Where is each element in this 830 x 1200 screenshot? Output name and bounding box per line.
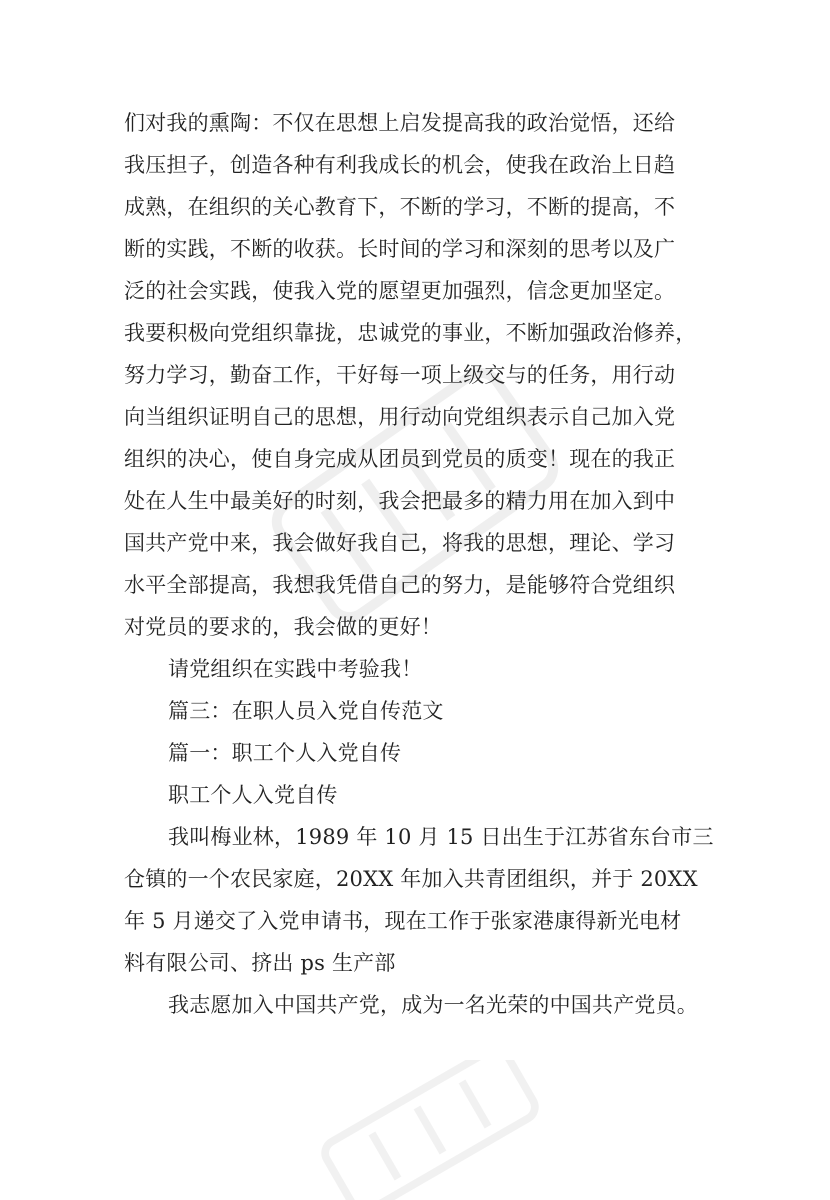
text-line: 我压担子，创造各种有利我成长的机会，使我在政治上日趋 — [124, 153, 676, 177]
text-line: 对党员的要求的，我会做的更好！ — [124, 615, 442, 639]
text-line: 我要积极向党组织靠拢，忠诚党的事业，不断加强政治修养， — [124, 321, 697, 345]
text-line: 组织的决心，使自身完成从团员到党员的质变！现在的我正 — [124, 447, 676, 471]
section-title: 职工个人入党自传 — [168, 783, 338, 807]
text-line: 努力学习，勤奋工作，干好每一项上级交与的任务，用行动 — [124, 363, 676, 387]
paragraph-line: 我叫梅业林，1989 年 10 月 15 日出生于江苏省东台市三 — [168, 825, 714, 849]
text-line: 泛的社会实践，使我入党的愿望更加强烈，信念更加坚定。 — [124, 279, 676, 303]
section-heading: 篇三：在职人员入党自传范文 — [168, 699, 444, 723]
section-heading: 篇一：职工个人入党自传 — [168, 741, 402, 765]
text-line: 向当组织证明自己的思想，用行动向党组织表示自己加入党 — [124, 405, 676, 429]
text-line: 们对我的熏陶：不仅在思想上启发提高我的政治觉悟，还给 — [124, 111, 676, 135]
text-line: 料有限公司、挤出 ps 生产部 — [124, 951, 396, 975]
paragraph-line: 我志愿加入中国共产党，成为一名光荣的中国共产党员。 — [168, 993, 698, 1017]
paragraph-line: 请党组织在实践中考验我！ — [168, 657, 423, 681]
text-line: 断的实践，不断的收获。长时间的学习和深刻的思考以及广 — [124, 237, 676, 261]
text-line: 水平全部提高，我想我凭借自己的努力，是能够符合党组织 — [124, 573, 676, 597]
document-body — [124, 102, 724, 1026]
text-line: 成熟，在组织的关心教育下，不断的学习，不断的提高，不 — [124, 195, 676, 219]
text-line: 年 5 月递交了入党申请书，现在工作于张家港康得新光电材 — [124, 909, 682, 933]
text-line: 处在人生中最美好的时刻，我会把最多的精力用在加入到中 — [124, 489, 676, 513]
watermark-logo-icon-bottom — [300, 1060, 560, 1200]
text-line: 仓镇的一个农民家庭，20XX 年加入共青团组织，并于 20XX — [124, 867, 698, 891]
text-line: 国共产党中来，我会做好我自己，将我的思想，理论、学习 — [124, 531, 676, 555]
